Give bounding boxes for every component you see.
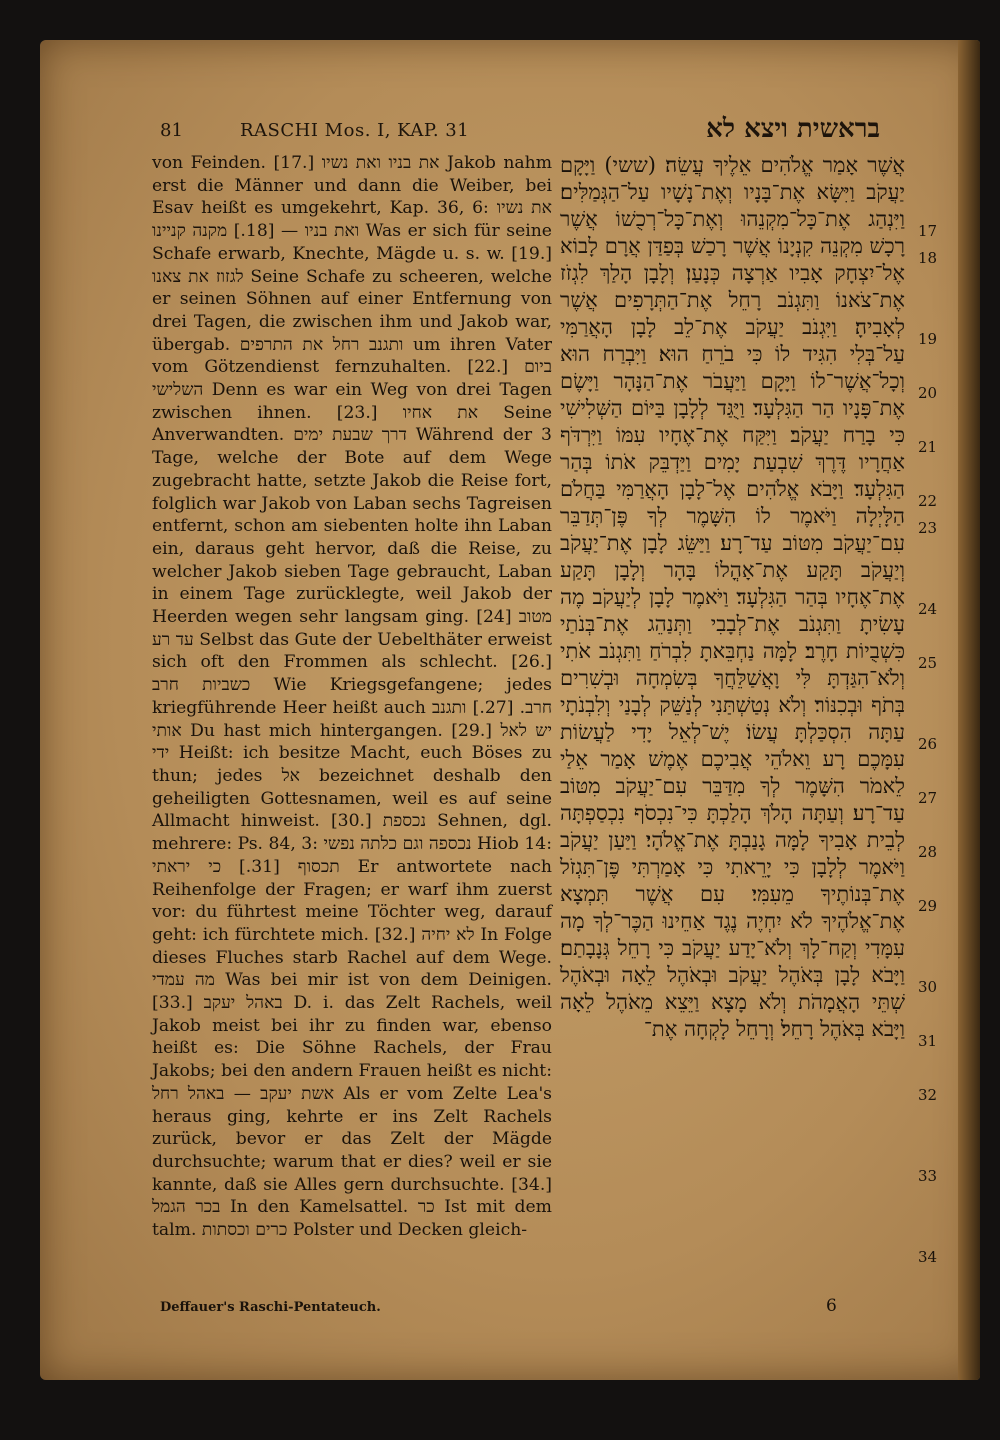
book-spine (958, 40, 980, 1380)
verse-number: 17 (918, 222, 938, 240)
verse-number: 33 (918, 1167, 938, 1185)
verse-number: 20 (918, 384, 938, 402)
torah-text-column (560, 152, 905, 1272)
verse-number: 19 (918, 330, 938, 348)
page-title: RASCHI Mos. I, KAP. 31 (240, 120, 470, 141)
verse-number: 30 (918, 978, 938, 996)
signature-number: 6 (826, 1296, 837, 1316)
verse-numbers (918, 152, 948, 1272)
torah-text: אֲשֶׁר אָמַר אֱלֹהִים אֵלֶיךָ עֲשֵׂה׃ (ששי) וַיָּקָם יַעֲקֹב וַיִּשָּׂא אֶת־בָּנָיו וְאֶת־נָשָׁיו עַל־הַגְּמַלִּים׃ וַיִּנְהַג אֶת־כָּל־מִקְנֵהוּ וְאֶת־כָּל־רְכֻשׁוֹ אֲשֶׁר רָכָשׁ מִקְנֵה קִנְיָנוֹ אֲשֶׁר רָכַשׁ בְּפַדַּן אֲרָם לָבוֹא אֶל־יִצְחָק אָבִיו אַרְצָה כְּנָעַן׃ וְלָבָן הָלַךְ לִגְזֹז אֶת־צֹאנוֹ וַתִּגְנֹב רָחֵל אֶת־הַתְּרָפִים אֲשֶׁר לְאָבִיהָ׃ וַיִּגְנֹב יַעֲקֹב אֶת־לֵב לָבָן הָאֲרַמִּי עַל־בְּלִי הִגִּיד לוֹ כִּי בֹרֵחַ הוּא׃ וַיִּבְרַח הוּא וְכָל־אֲשֶׁר־לוֹ וַיָּקָם וַיַּעֲבֹר אֶת־הַנָּהָר וַיָּשֶׂם אֶת־פָּנָיו הַר הַגִּלְעָד׃ וַיֻּגַּד לְלָבָן בַּיּוֹם הַשְּׁלִישִׁי כִּי בָרַח יַעֲקֹב׃ וַיִּקַּח אֶת־אֶחָיו עִמּוֹ וַיִּרְדֹּף אַחֲרָיו דֶּרֶךְ שִׁבְעַת יָמִים וַיַּדְבֵּק אֹתוֹ בְּהַר הַגִּלְעָד׃ וַיָּבֹא אֱלֹהִים אֶל־לָבָן הָאֲרַמִּי בַּחֲלֹם הַלָּיְלָה וַיֹּאמֶר לוֹ הִשָּׁמֶר לְךָ פֶּן־תְּדַבֵּר עִם־יַעֲקֹב מִטּוֹב עַד־רָע׃ וַיַּשֵּׂג לָבָן אֶת־יַעֲקֹב וְיַעֲקֹב תָּקַע אֶת־אָהֳלוֹ בָּהָר וְלָבָן תָּקַע אֶת־אֶחָיו בְּהַר הַגִּלְעָד׃ וַיֹּאמֶר לָבָן לְיַעֲקֹב מֶה עָשִׂיתָ וַתִּגְנֹב אֶת־לְבָבִי וַתְּנַהֵג אֶת־בְּנֹתַי כִּשְׁבֻיוֹת חָרֶב׃ לָמָּה נַחְבֵּאתָ לִבְרֹחַ וַתִּגְנֹב אֹתִי וְלֹא־הִגַּדְתָּ לִּי וָאֲשַׁלֵּחֲךָ בְּשִׂמְחָה וּבְשִׁרִים בְּתֹף וּבְכִנּוֹר׃ וְלֹא נְטַשְׁתַּנִי לְנַשֵּׁק לְבָנַי וְלִבְנֹתָי עַתָּה הִסְכַּלְתָּ עֲשׂוֹ׃ יֶשׁ־לְאֵל יָדִי לַעֲשׂוֹת עִמָּכֶם רָע וֵאלֹהֵי אֲבִיכֶם אֶמֶשׁ אָמַר אֵלַי לֵאמֹר הִשָּׁמֶר לְךָ מִדַּבֵּר עִם־יַעֲקֹב מִטּוֹב עַד־רָע׃ וְעַתָּה הָלֹךְ הָלַכְתָּ כִּי־נִכְסֹף נִכְסַפְתָּה לְבֵית אָבִיךָ לָמָּה גָנַבְתָּ אֶת־אֱלֹהָי׃ וַיַּעַן יַעֲקֹב וַיֹּאמֶר לְלָבָן כִּי יָרֵאתִי כִּי אָמַרְתִּי פֶּן־תִּגְזֹל אֶת־בְּנוֹתֶיךָ מֵעִמִּי׃ עִם אֲשֶׁר תִּמְצָא אֶת־אֱלֹהֶיךָ לֹא יִחְיֶה נֶגֶד אַחֵינוּ הַכֶּר־לְךָ מָה עִמָּדִי וְקַח־לָךְ וְלֹא־יָדַע יַעֲקֹב כִּי רָחֵל גְּנָבָתַם׃ וַיָּבֹא לָבָן בְּאֹהֶל יַעֲקֹב וּבְאֹהֶל לֵאָה וּבְאֹהֶל שְׁתֵּי הָאֲמָהֹת וְלֹא מָצָא וַיֵּצֵא מֵאֹהֶל לֵאָה וַיָּבֹא בְּאֹהֶל רָחֵל׃ וְרָחֵל לָקְחָה אֶת־ (560, 153, 905, 1041)
verse-number: 29 (918, 897, 938, 915)
book-page (40, 40, 980, 1380)
verse-number: 31 (918, 1032, 938, 1050)
verse-number: 23 (918, 519, 938, 537)
verse-number: 28 (918, 843, 938, 861)
page-header (160, 114, 880, 150)
verse-number: 18 (918, 249, 938, 267)
hebrew-title: בראשית ויצא לא (706, 114, 880, 144)
commentary-column (152, 152, 552, 1302)
verse-number: 24 (918, 600, 938, 618)
verse-number: 32 (918, 1086, 938, 1104)
verse-number: 25 (918, 654, 938, 672)
verse-number: 22 (918, 492, 938, 510)
printer-signature: Deffauer's Raschi-Pentateuch. (160, 1300, 381, 1315)
verse-number: 34 (918, 1248, 938, 1266)
page-number: 81 (160, 120, 183, 141)
verse-number: 26 (918, 735, 938, 753)
page-footer (160, 1296, 880, 1324)
verse-number: 21 (918, 438, 938, 456)
verse-number: 27 (918, 789, 938, 807)
commentary-text: von Feinden. [17.] את בניו ואת נשיו Jakob nahm erst die Männer und dann die Weiber, bei Esav heißt es umgekehrt, Kap. 36, 6: את נשיו ואת בניו — [18.] מקנה קניינו Was er sich für seine Schafe erwarb, Knechte, Mägde u. s. w. [19.] לגזוז את צאנו Seine Schafe zu scheeren, welche er seinen Söhnen auf einer Entfernung von drei Tagen, die zwischen ihm und Jakob war, übergab. ותגנב רחל את התרפים um ihren Vater vom Götzendienst fernzuhalten. [22.] ביום השלישי Denn es war ein Weg von drei Tagen zwischen ihnen. [23.] את אחיו Seine Anverwandten. דרך שבעת ימים Während der 3 Tage, welche der Bote auf dem Wege zugebracht hatte, setzte Jakob die Reise fort, folglich war Jakob von Laban sechs Tagreisen entfernt, schon am siebenten holte ihn Laban ein, daraus geht hervor, daß die Reise, zu welcher Jakob sieben Tage gebraucht, Laban in einem Tage zurücklegte, weil Jakob der Heerden wegen sehr langsam ging. [24] מטוב עד רע Selbst das Gute der Uebelthäter erweist sich oft den Frommen als schlecht. [26.] כשביות חרב Wie Kriegsgefangene; jedes kriegführende Heer heißt auch חרב. [27.] ותגנב אותי Du hast mich hintergangen. [29.] יש לאל ידי Heißt: ich besitze Macht, euch Böses zu thun; jedes אל bezeichnet deshalb den geheiligten Gottesnamen, weil es auf seine Allmacht hinweist. [30.] נכספת Sehnen, dgl. mehrere: Ps. 84, 3: נכספה וגם כלתה נפשי Hiob 14: תכסוף [31.] כי יראתי Er antwortete nach Reihenfolge der Fragen; er warf ihm zuerst vor: du führtest meine Töchter weg, darauf geht: ich fürchtete mich. [32.] לא יחיה In Folge dieses Fluches starb Rachel auf dem Wege. מה עמדי Was bei mir ist von dem Deinigen. [33.] באהל יעקב D. i. das Zelt Rachels, weil Jakob meist bei ihr zu finden war, ebenso heißt es: Die Söhne Rachels, der Frau Jakobs; bei den andern Frauen heißt es nicht: אשת יעקב — באהל רחל Als er vom Zelte Lea's heraus ging, kehrte er ins Zelt Rachels zurück, bevor er das Zelt der Mägde durchsuchte; warum that er dies? weil er sie kannte, daß sie Alles gern durchsuchte. [34.] בכר הגמל In den Kamelsattel. כר Ist mit dem talm. כרים וכסתות Polster und Decken gleich- (152, 153, 553, 1241)
